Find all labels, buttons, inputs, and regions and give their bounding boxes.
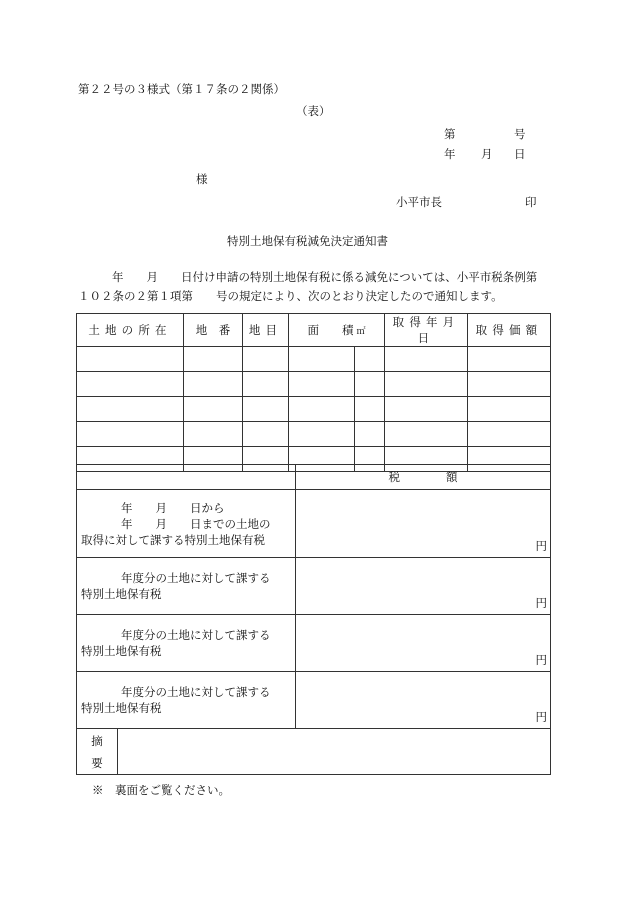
land-table-cell [77,347,184,372]
yen-unit: 円 [535,539,547,553]
tax-row-4 [77,672,551,729]
land-table-cell [355,347,385,372]
issuer-title: 小平市長 [396,195,442,209]
tax-amount-header: 税 額 [296,465,551,490]
land-table-cell [355,372,385,397]
tax-row-label [77,615,296,672]
land-table-row [77,422,551,447]
area-unit: ㎡ [356,327,366,337]
seal-mark: 印 [525,195,537,209]
land-table-header [77,314,551,347]
tax-row-1 [77,490,551,558]
land-table-cell [355,422,385,447]
tax-row-3 [77,615,551,672]
land-table-cell [184,372,243,397]
land-table-cell [289,422,355,447]
document-title: 特別土地保有税減免決定通知書 [227,234,388,248]
tax-amount-cell [296,490,551,558]
footnote: ※ 裏面をご覧ください。 [92,783,230,797]
body-line-2: １０２条の２第１項第 号の規定により、次のとおり決定したので通知します。 [78,289,503,303]
tax-table [76,464,551,775]
remarks-row [77,729,551,775]
date-gatsu: 月 [481,147,493,161]
land-table-row [77,397,551,422]
land-table-cell [385,397,468,422]
header-location: 土地の所在 [77,314,184,347]
tax-row-label [77,558,296,615]
land-table-cell [289,372,355,397]
tax-amount-cell [296,615,551,672]
remarks-label-1: 摘 [91,733,103,748]
tax-table-header [77,465,551,490]
land-table-cell [468,372,551,397]
omote-label: （表） [296,104,331,118]
tax-row-2 [77,558,551,615]
header-land-category: 地目 [243,314,289,347]
land-table-row [77,372,551,397]
land-table-cell [184,397,243,422]
tax-row-line: 年 月 日から [121,500,225,515]
yen-unit: 円 [535,596,547,610]
land-table-cell [243,347,289,372]
tax-row-line: 年 月 日までの土地の [121,516,271,531]
tax-amount-cell [296,672,551,729]
land-table-cell [289,397,355,422]
tax-row-line: 特別土地保有税 [81,644,162,658]
land-table-cell [355,397,385,422]
header-acquisition-price: 取得価額 [468,314,551,347]
land-table [76,313,551,472]
tax-amount-cell [296,558,551,615]
land-table-cell [77,372,184,397]
form-id: 第２２号の３様式（第１７条の２関係） [78,82,285,96]
land-table-cell [184,347,243,372]
date-nichi: 日 [514,147,526,161]
date-nen: 年 [444,147,456,161]
land-table-cell [243,397,289,422]
remarks-label [77,729,118,775]
yen-unit: 円 [535,653,547,667]
land-table-cell [77,422,184,447]
header-lot-number: 地 番 [184,314,243,347]
land-table-cell [468,422,551,447]
yen-unit: 円 [535,710,547,724]
doc-no-go: 号 [514,127,526,141]
land-table-cell [385,372,468,397]
doc-no-dai: 第 [444,127,456,141]
header-area [289,314,385,347]
header-area-label: 面 積 [307,323,354,337]
tax-row-line: 年度分の土地に対して課する [121,685,271,699]
remarks-label-2: 要 [91,755,103,770]
addressee-suffix: 様 [196,172,208,186]
tax-row-line: 年度分の土地に対して課する [121,571,271,585]
body-line-1: 年 月 日付け申請の特別土地保有税に係る減免については、小平市税条例第 [112,270,538,284]
remarks-field [118,729,551,775]
header-acquisition-date: 取得年月日 [385,314,468,347]
land-table-cell [289,347,355,372]
land-table-row [77,347,551,372]
land-table-cell [243,372,289,397]
land-table-cell [385,347,468,372]
land-table-cell [243,422,289,447]
tax-row-line: 特別土地保有税 [81,587,162,601]
land-table-cell [184,422,243,447]
tax-row-label [77,672,296,729]
tax-row-label [77,490,296,558]
tax-header-blank [77,465,296,490]
tax-row-line: 特別土地保有税 [81,701,162,715]
tax-row-line: 取得に対して課する特別土地保有税 [81,532,265,547]
land-table-cell [468,397,551,422]
land-table-cell [77,397,184,422]
land-table-cell [468,347,551,372]
tax-row-line: 年度分の土地に対して課する [121,628,271,642]
land-table-cell [385,422,468,447]
